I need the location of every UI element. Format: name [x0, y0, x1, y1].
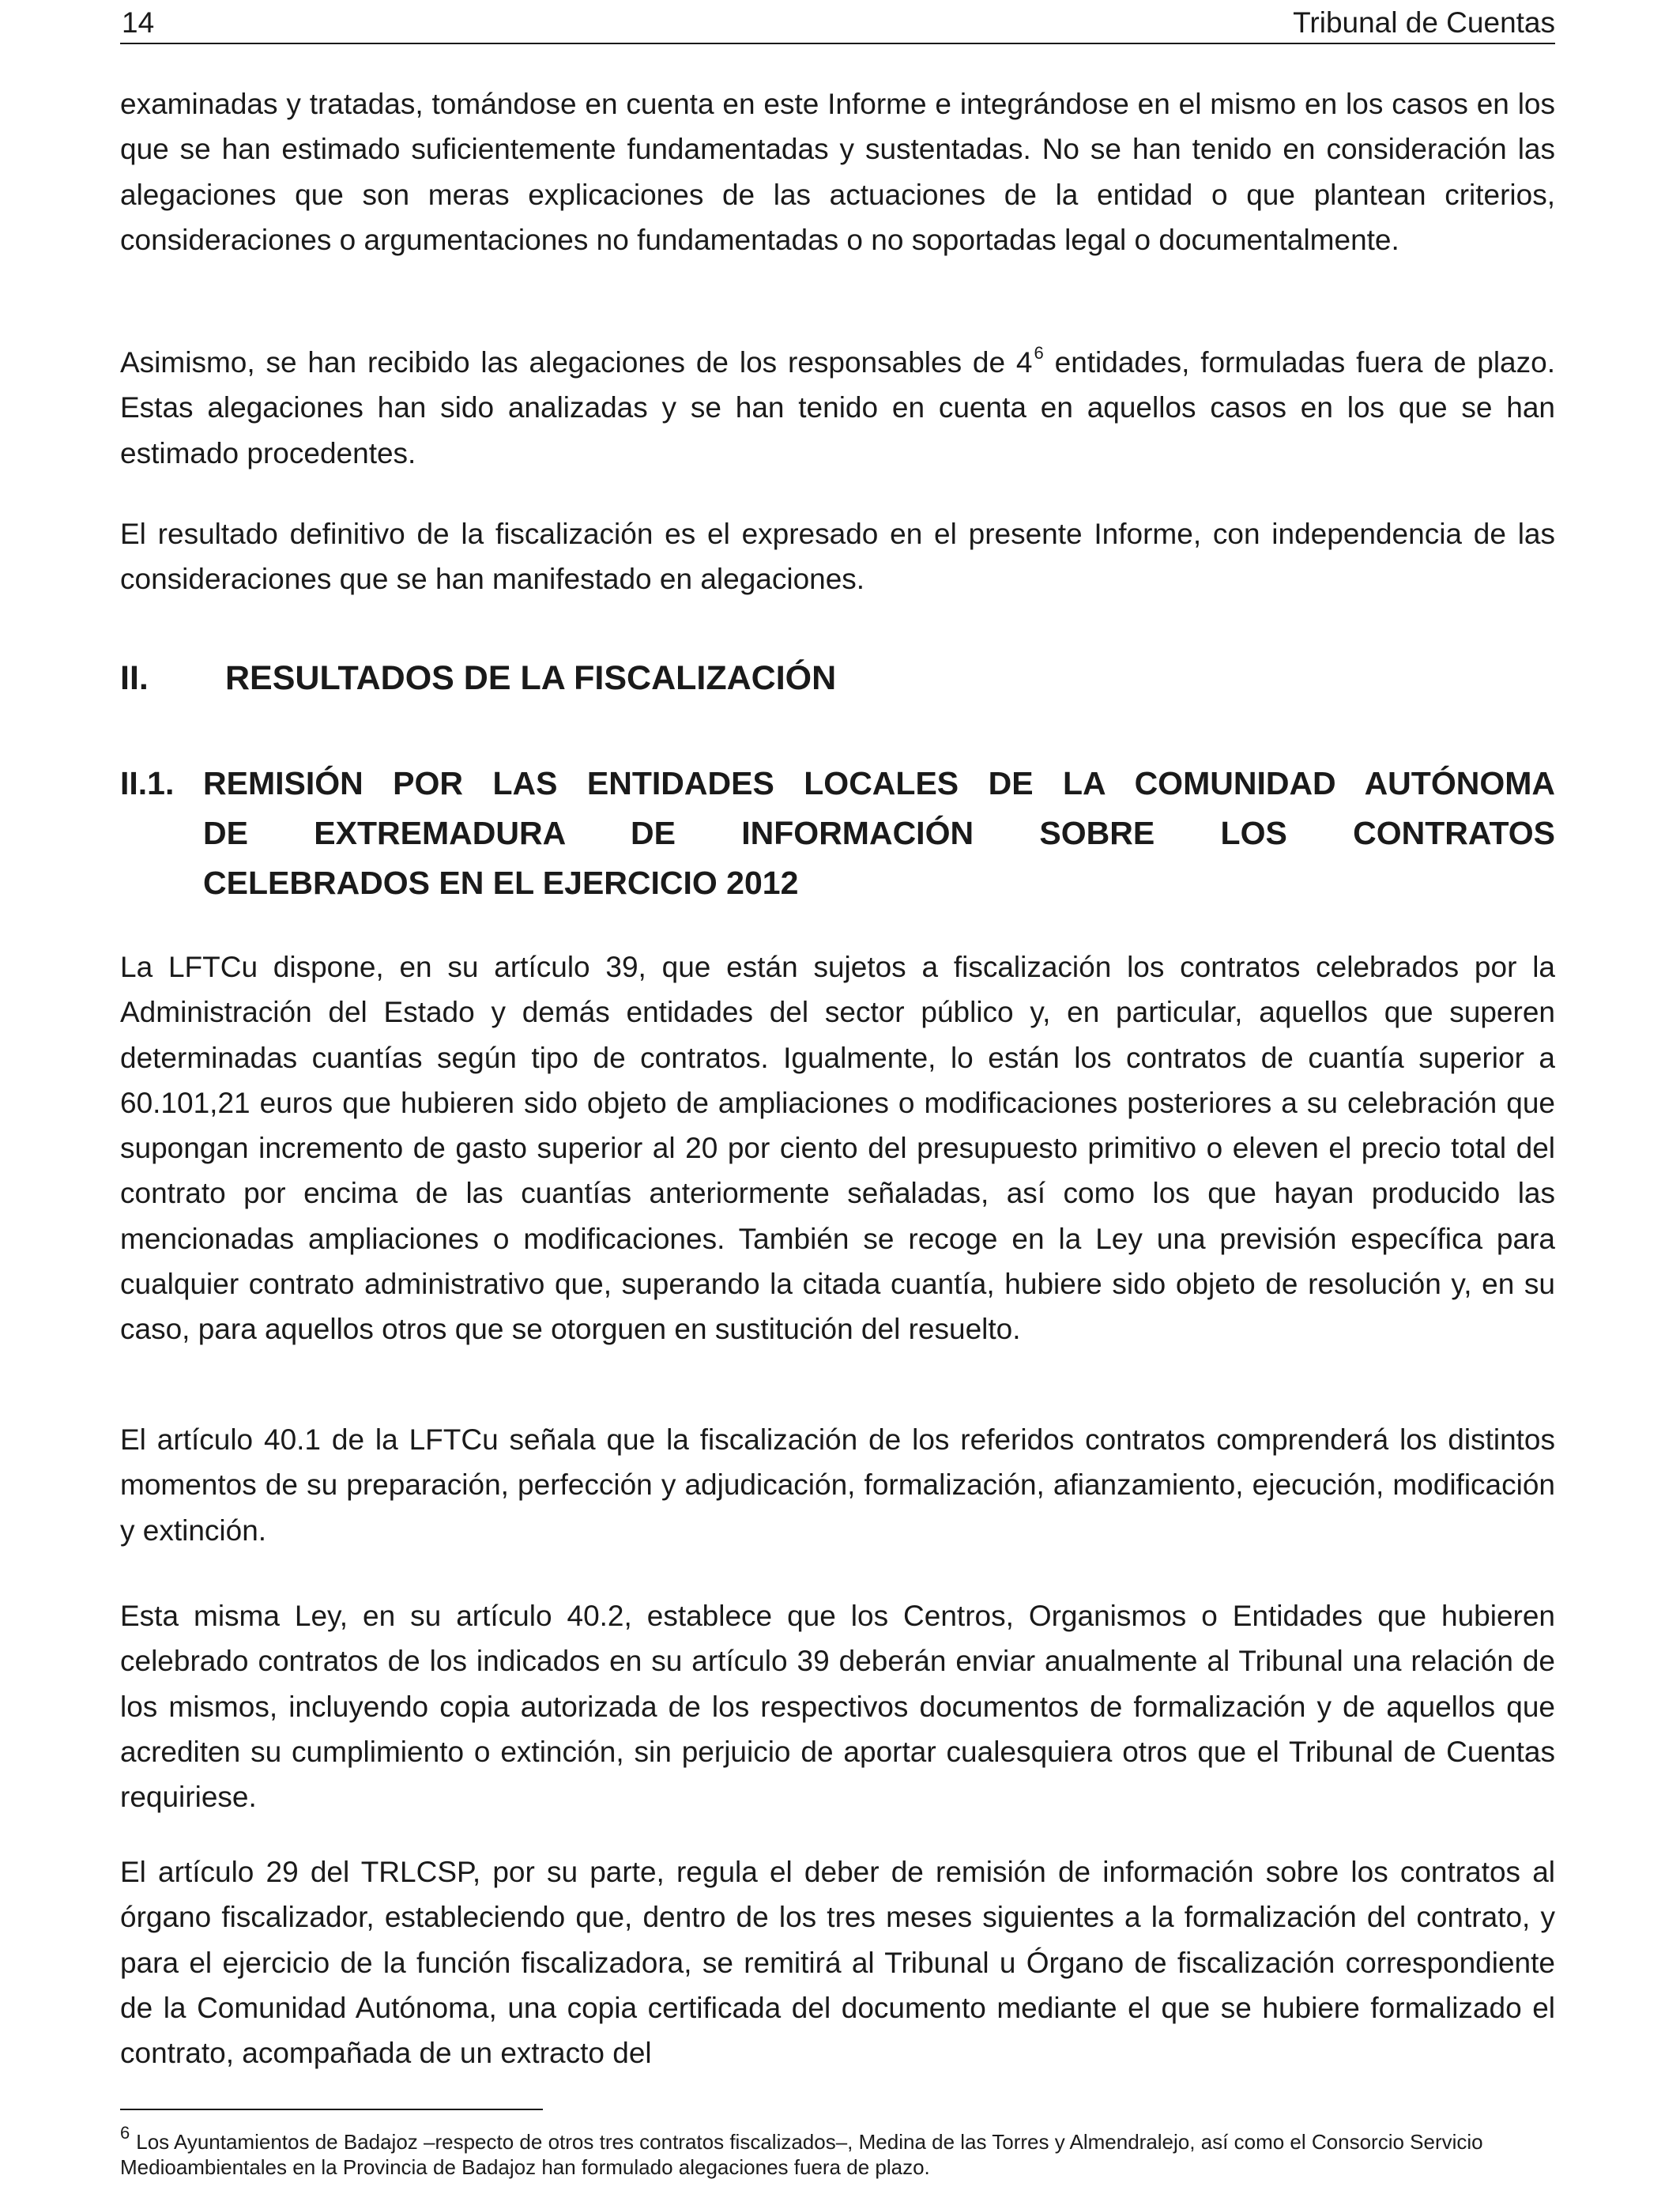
footnote-separator [120, 2109, 543, 2110]
footnote-text: Los Ayuntamientos de Badajoz –respecto de otros tres contratos fiscalizados–, Medina de las Torres y Almendralejo, así como el Consorcio Servicio Medioambientales en la Provincia de Badajoz han formulado alegaciones fuera de plazo. [120, 2130, 1483, 2179]
subsection-number: II.1. [120, 765, 175, 801]
page-number: 14 [122, 6, 155, 39]
subsection-title [203, 759, 1555, 908]
subsection-title-line: CELEBRADOS EN EL EJERCICIO 2012 [203, 865, 799, 901]
paragraph-lftcu-article-39: La LFTCu dispone, en su artículo 39, que están sujetos a fiscalización los contratos celebrados por la Administración del Estado y demás entidades del sector público y, en particular, aquellos que superen determinadas cuantías según tipo de contratos. Igualmente, lo están los contratos de cuantía superior a 60.101,21 euros que hubieren sido objeto de ampliaciones o modificaciones posteriores a su celebración que supongan incremento de gasto superior al 20 por ciento del presupuesto primitivo o eleven el precio total del contrato por encima de las cuantías anteriormente señaladas, así como los que hayan producido las mencionadas ampliaciones o modificaciones. También se recoge en la Ley una previsión específica para cualquier contrato administrativo que, superando la citada cuantía, hubiere sido objeto de resolución y, en su caso, para aquellos otros que se otorguen en sustitución del resuelto. [120, 951, 1555, 1346]
paragraph-late-allegations-end: entidades, formuladas fuera de plazo. Estas alegaciones han sido analizadas y se han tenido en cuenta en aquellos casos en los que se han estimado procedentes. [120, 346, 1555, 469]
paragraph-lftcu-article-40-1: El artículo 40.1 de la LFTCu señala que la fiscalización de los referidos contratos comprenderá los distintos momentos de su preparación, perfección y adjudicación, formalización, afianzamiento, ejecución, modificación y extinción. [120, 1423, 1555, 1547]
paragraph-late-allegations [120, 340, 1555, 476]
footnote [120, 2123, 1555, 2180]
subsection-title-line: DE EXTREMADURA DE INFORMACIÓN SOBRE LOS CONTRATOS [203, 815, 1555, 851]
running-header [120, 3, 1555, 44]
paragraph-final-result: El resultado definitivo de la fiscalización es el expresado en el presente Informe, con independencia de las consideraciones que se han manifestado en alegaciones. [120, 518, 1555, 596]
section-title: RESULTADOS DE LA FISCALIZACIÓN [225, 659, 837, 697]
paragraph-lftcu-article-40-2: Esta misma Ley, en su artículo 40.2, establece que los Centros, Organismos o Entidades que hubieren celebrado contratos de los indicados en su artículo 39 deberán enviar anualmente al Tribunal una relación de los mismos, incluyendo copia autorizada de los respectivos documentos de formalización y de aquellos que acrediten su cumplimiento o extinción, sin perjuicio de aportar cualesquiera otros que el Tribunal de Cuentas requiriese. [120, 1600, 1555, 1814]
paragraph-late-allegations-start: Asimismo, se han recibido las alegaciones de los responsables de 4 [120, 346, 1033, 379]
document-page [120, 0, 1555, 2194]
paragraph-trlcsp-article-29: El artículo 29 del TRLCSP, por su parte, regula el deber de remisión de información sobre los contratos al órgano fiscalizador, estableciendo que, dentro de los tres meses siguientes a la formalización del contrato, y para el ejercicio de la función fiscalizadora, se remitirá al Tribunal u Órgano de fiscalización correspondiente de la Comunidad Autónoma, una copia certificada del documento mediante el que se hubiere formalizado el contrato, acompañada de un extracto del [120, 1856, 1555, 2070]
header-title: Tribunal de Cuentas [1293, 6, 1555, 39]
paragraph-allegations-treatment: examinadas y tratadas, tomándose en cuenta en este Informe e integrándose en el mismo en los casos en los que se han estimado suficientemente fundamentadas y sustentadas. No se han tenido en consideración las alegaciones que son meras explicaciones de las actuaciones de la entidad o que plantean criterios, consideraciones o argumentaciones no fundamentadas o no soportadas legal o documentalmente. [120, 88, 1555, 256]
footnote-mark: 6 [120, 2123, 130, 2143]
section-number: II. [120, 659, 149, 697]
subsection-title-line: REMISIÓN POR LAS ENTIDADES LOCALES DE LA COMUNIDAD AUTÓNOMA [203, 765, 1555, 801]
footnote-reference[interactable]: 6 [1034, 343, 1044, 363]
